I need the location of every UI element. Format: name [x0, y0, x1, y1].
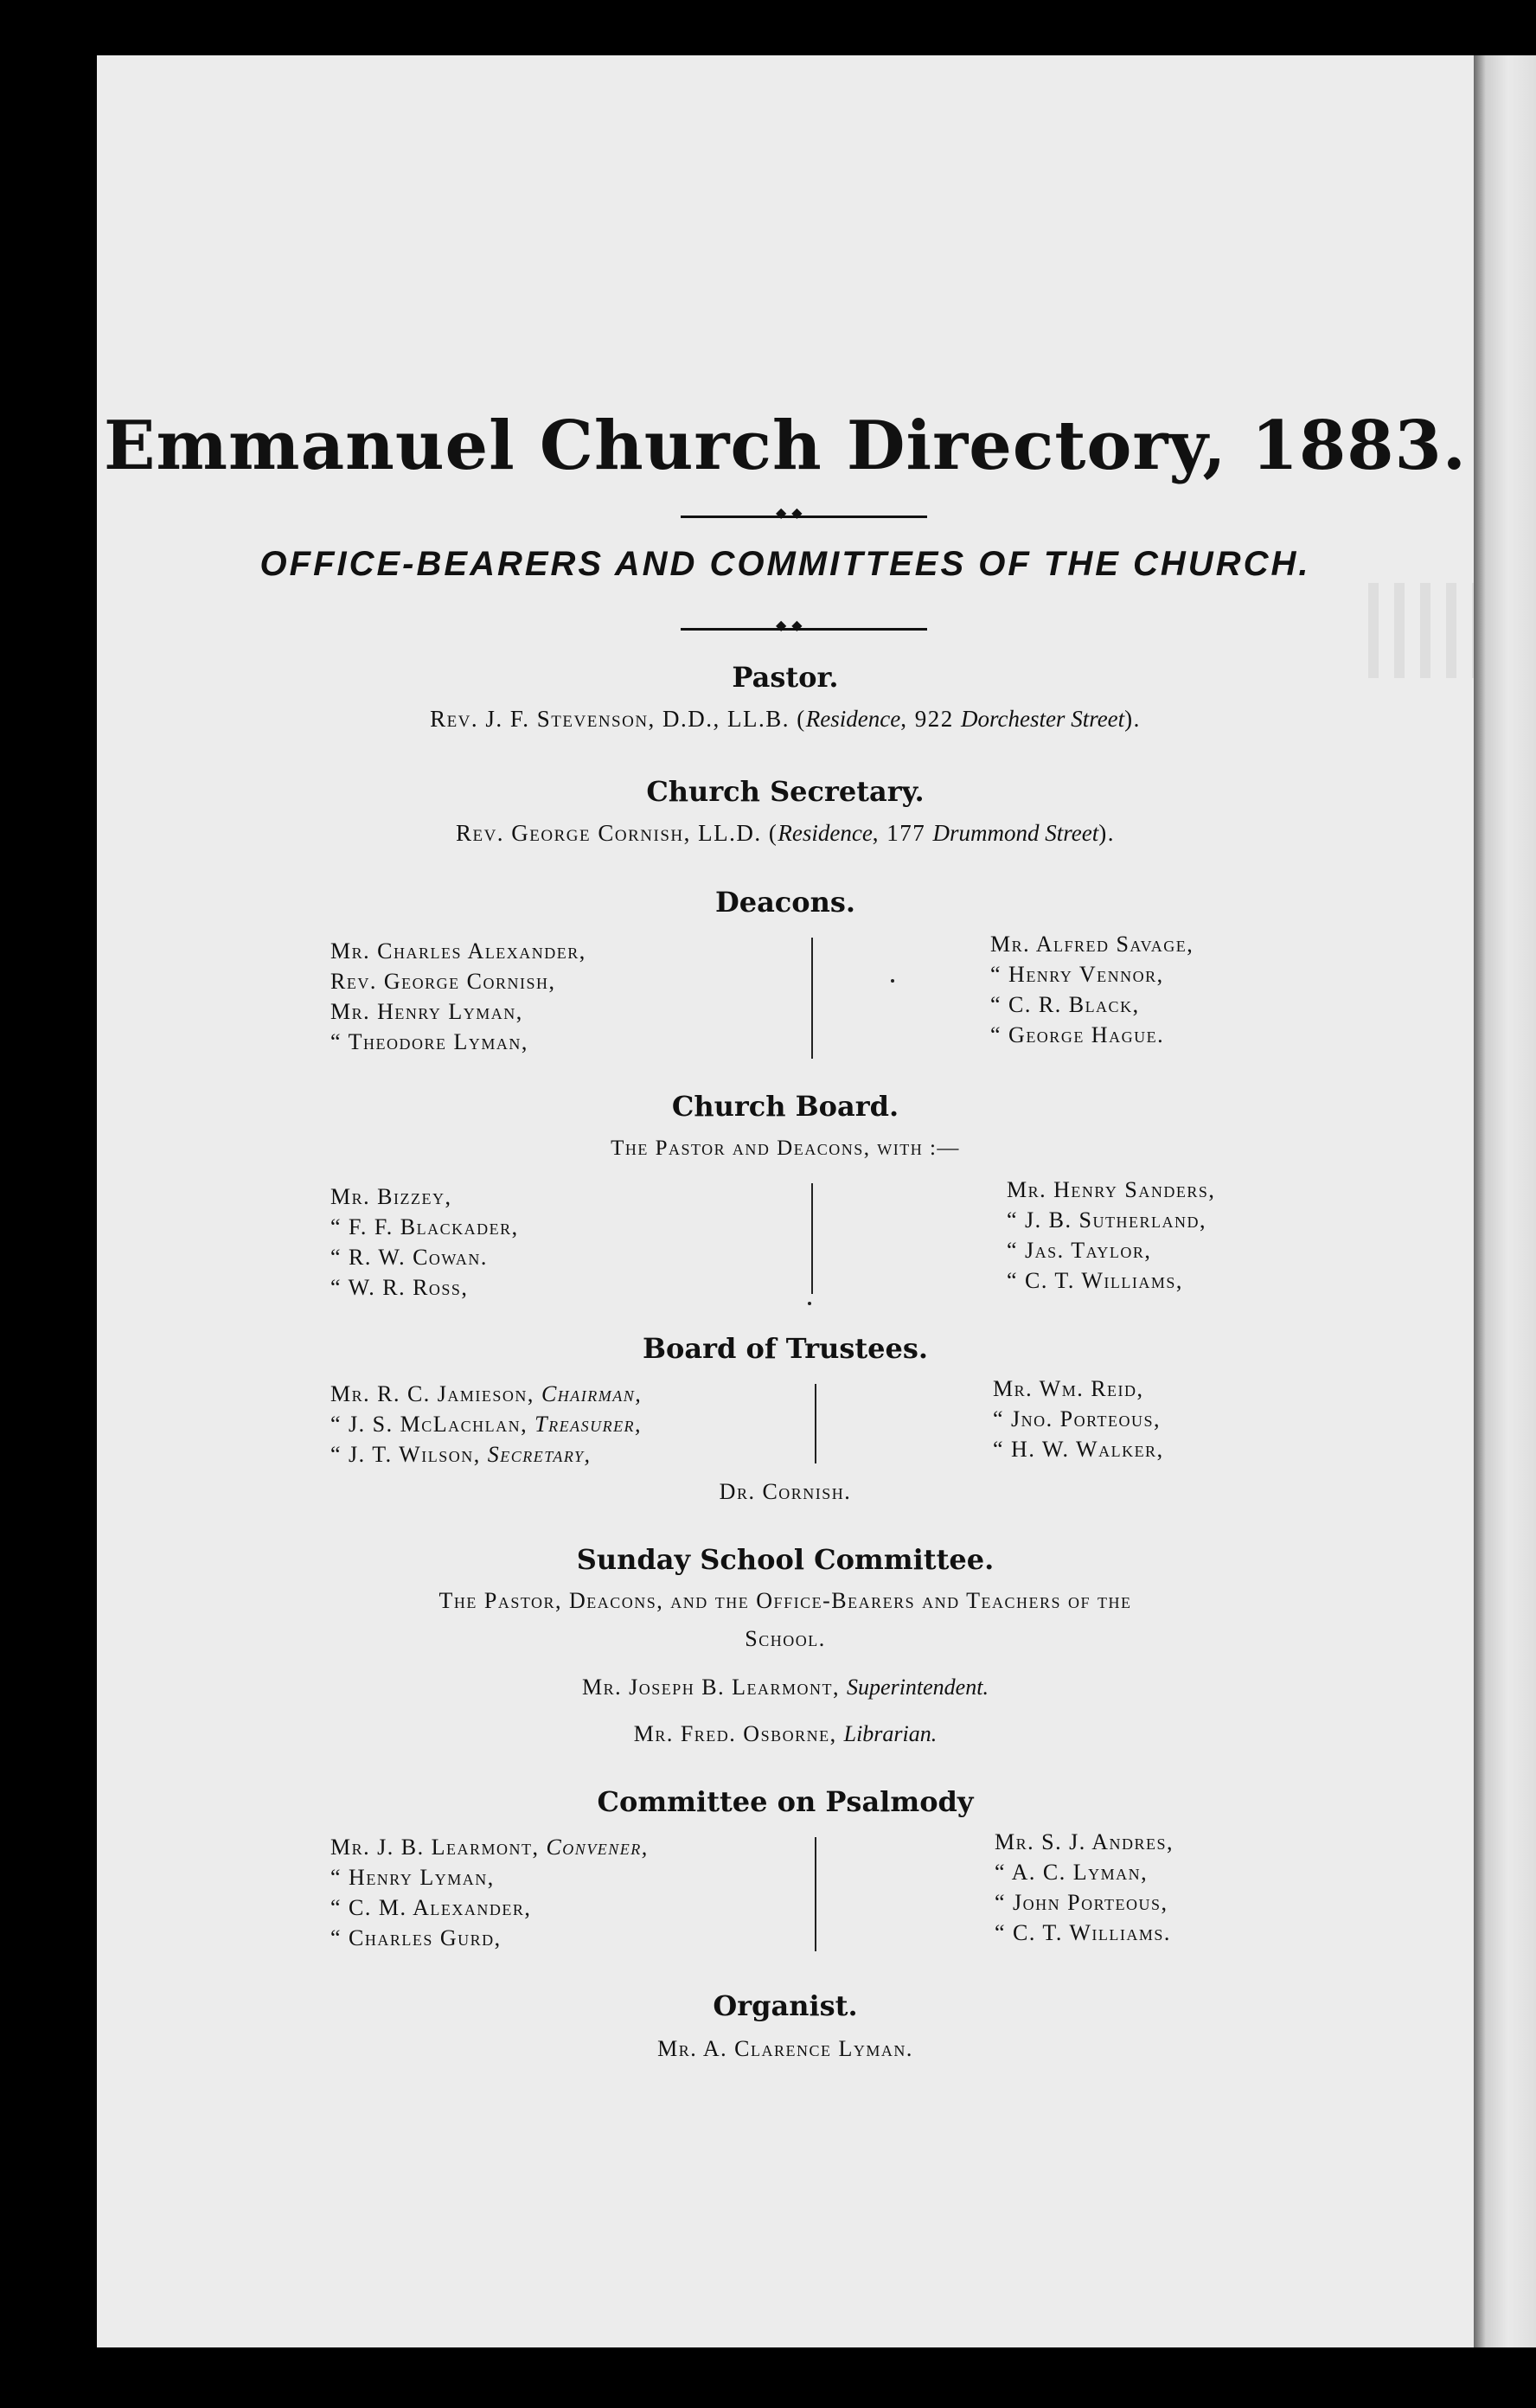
page-edge	[1474, 55, 1536, 2347]
list-item: Mr. Henry Sanders,	[1007, 1177, 1216, 1202]
psalmody-heading: Committee on Psalmody	[597, 1785, 974, 1818]
deacons-right-list	[990, 929, 1194, 1050]
list-item: Mr. Bizzey,	[330, 1184, 452, 1209]
secretary-heading: Church Secretary.	[646, 775, 925, 808]
list-item: Rev. George Cornish,	[330, 969, 556, 994]
list-item: “ Jas. Taylor,	[1007, 1238, 1152, 1263]
list-item: “ George Hague.	[990, 1022, 1165, 1047]
trustees-right-list	[993, 1374, 1164, 1464]
list-item: “ J. B. Sutherland,	[1007, 1207, 1206, 1233]
list-item: Mr. Wm. Reid,	[993, 1376, 1144, 1401]
list-item: “ H. W. Walker,	[993, 1437, 1164, 1462]
church-board-intro: The Pastor and Deacons, with :—	[611, 1137, 960, 1160]
list-item: Mr. Henry Lyman,	[330, 999, 523, 1024]
list-item: “ Henry Lyman,	[330, 1865, 495, 1890]
list-item: “ Jno. Porteous,	[993, 1406, 1162, 1431]
list-item: “ C. T. Williams,	[1007, 1268, 1183, 1293]
sunday-school-line: The Pastor, Deacons, and the Office-Bearers and Teachers of the	[438, 1588, 1132, 1613]
document-title: Emmanuel Church Directory, 1883.	[104, 407, 1467, 485]
church-board-left-list	[330, 1182, 519, 1303]
trustees-heading: Board of Trustees.	[642, 1332, 929, 1365]
list-item: Mr. R. C. Jamieson, Chairman,	[330, 1381, 643, 1406]
sunday-school-heading: Sunday School Committee.	[576, 1543, 995, 1576]
trustees-left-list	[330, 1379, 642, 1470]
ornament-rule	[681, 628, 927, 631]
deacons-left-list	[330, 936, 586, 1057]
organist-line: Mr. A. Clarence Lyman.	[657, 2036, 913, 2061]
librarian-line: Mr. Fred. Osborne, Librarian.	[633, 1721, 938, 1746]
list-item: “ J. T. Wilson, Secretary,	[330, 1442, 592, 1467]
print-speck	[808, 1302, 811, 1305]
column-divider	[815, 1837, 816, 1951]
list-item: “ W. R. Ross,	[330, 1275, 469, 1300]
psalmody-left-list	[330, 1832, 649, 1953]
list-item: “ John Porteous,	[995, 1890, 1168, 1915]
list-item: “ F. F. Blackader,	[330, 1214, 519, 1239]
organist-heading: Organist.	[713, 1989, 858, 2022]
secretary-line: Rev. George Cornish, LL.D. (Residence, 177 Drummond Street).	[455, 820, 1116, 846]
column-divider	[811, 1183, 813, 1294]
column-divider	[811, 938, 813, 1059]
pastor-line: Rev. J. F. Stevenson, D.D., LL.B. (Residence, 922 Dorchester Street).	[430, 706, 1141, 732]
church-board-right-list	[1007, 1175, 1215, 1296]
list-item: “ Henry Vennor,	[990, 962, 1164, 987]
psalmody-right-list	[995, 1827, 1174, 1948]
list-item: Mr. Charles Alexander,	[330, 938, 586, 964]
trustees-footer: Dr. Cornish.	[719, 1479, 852, 1504]
superintendent-line: Mr. Joseph B. Learmont, Superintendent.	[582, 1675, 989, 1700]
list-item: “ J. S. McLachlan, Treasurer,	[330, 1412, 643, 1437]
document-page	[97, 55, 1474, 2347]
church-board-heading: Church Board.	[671, 1090, 899, 1123]
list-item: “ A. C. Lyman,	[995, 1860, 1149, 1885]
print-speck	[891, 979, 894, 983]
column-divider	[815, 1384, 816, 1463]
list-item: “ R. W. Cowan.	[330, 1245, 488, 1270]
list-item: Mr. Alfred Savage,	[990, 932, 1194, 957]
list-item: “ Theodore Lyman,	[330, 1029, 528, 1054]
deacons-heading: Deacons.	[714, 886, 856, 919]
ornament-rule	[681, 516, 927, 518]
list-item: “ Charles Gurd,	[330, 1925, 502, 1950]
pastor-heading: Pastor.	[732, 661, 839, 694]
list-item: Mr. J. B. Learmont, Convener,	[330, 1835, 649, 1860]
list-item: “ C. M. Alexander,	[330, 1895, 532, 1920]
list-item: “ C. R. Black,	[990, 992, 1140, 1017]
list-item: “ C. T. Williams.	[995, 1920, 1171, 1945]
document-subtitle: OFFICE-BEARERS AND COMMITTEES OF THE CHURCH.	[259, 545, 1311, 583]
sunday-school-line: School.	[745, 1626, 826, 1651]
list-item: Mr. S. J. Andres,	[995, 1829, 1174, 1854]
